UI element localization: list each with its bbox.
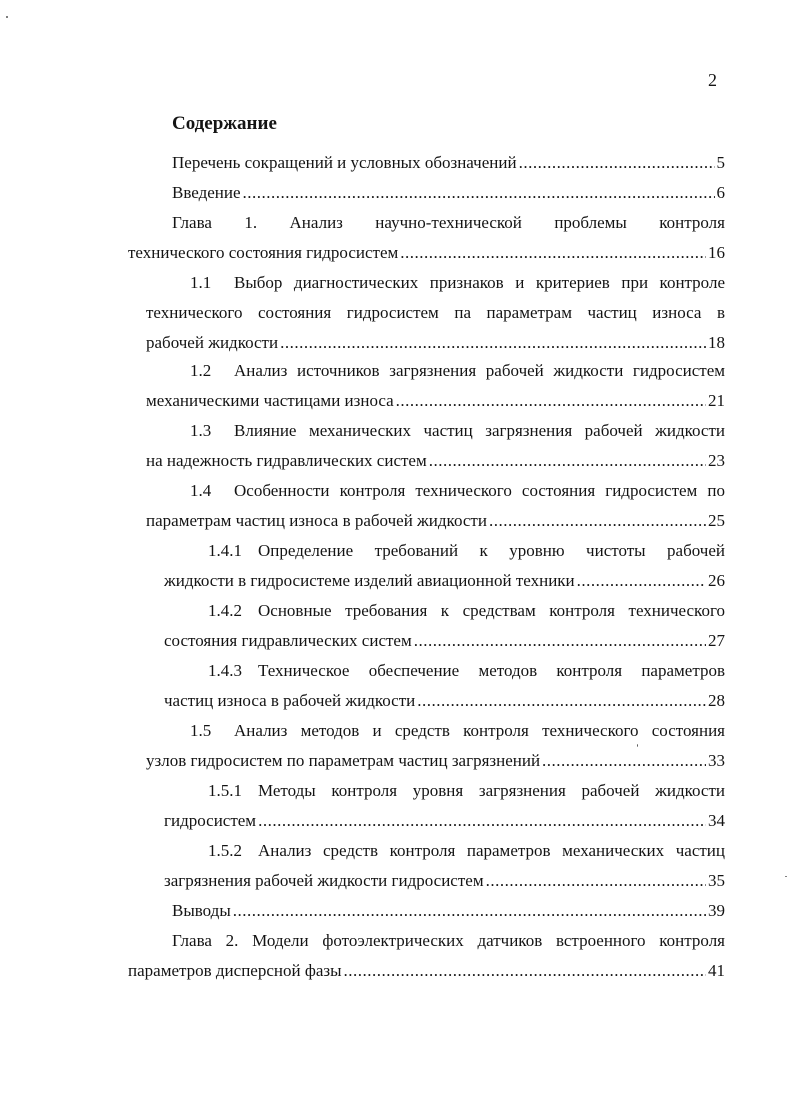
toc-entry-text: жидкости в гидросистеме изделий авиационной техники	[164, 571, 575, 590]
dot-leader	[486, 866, 706, 896]
toc-page-number: 26	[708, 571, 725, 590]
toc-entry-1-3	[146, 416, 725, 476]
toc-entry-text: Методы контроля уровня загрязнения рабочей жидкости	[258, 781, 725, 800]
toc-entry-chapter-2	[128, 926, 725, 986]
toc-entry-text: Перечень сокращений и условных обозначений	[172, 153, 517, 172]
toc-entry-text: Определение требований к уровню чистоты рабочей	[258, 541, 725, 560]
toc-entry-1-5-1	[164, 776, 725, 836]
section-number: 1.2	[190, 361, 212, 380]
toc-page-number: 33	[708, 751, 725, 770]
toc-entry-1-5-2	[164, 836, 725, 896]
dot-leader	[414, 626, 706, 656]
section-number: 1.5.1	[208, 781, 242, 800]
toc-entry-text: технического состояния гидросистем па параметрам частиц износа в	[146, 303, 725, 322]
toc-entry-text: Выводы	[172, 901, 231, 920]
section-number: 1.4.1	[208, 541, 242, 560]
scan-speck	[6, 16, 8, 18]
toc-entry-1-2	[146, 356, 725, 416]
section-number: 1.5	[190, 721, 212, 740]
section-number: 1.5.2	[208, 841, 242, 860]
toc-page-number: 5	[716, 153, 725, 172]
toc-entry-text: Особенности контроля технического состояния гидросистем по	[234, 481, 725, 500]
toc-entry-text: технического состояния гидросистем	[128, 243, 399, 262]
toc-entry-1-4-3	[164, 656, 725, 716]
dot-leader	[280, 328, 706, 358]
dot-leader	[400, 238, 706, 268]
toc-entry-1-4-2	[164, 596, 725, 656]
section-number: 1.4	[190, 481, 212, 500]
toc-entry-conclusions	[172, 896, 725, 926]
toc-entry-text: рабочей жидкости	[146, 333, 279, 352]
toc-entry-text: узлов гидросистем по параметрам частиц загрязнений	[146, 751, 541, 770]
toc-entry-1-4-1	[164, 536, 725, 596]
toc-entry-text: параметрам частиц износа в рабочей жидкости	[146, 511, 487, 530]
toc-entry-text: Анализ источников загрязнения рабочей жидкости гидросистем	[234, 361, 725, 380]
dot-leader	[429, 446, 706, 476]
toc-page-number: 34	[708, 811, 725, 830]
toc-entry-text: Глава 2. Модели фотоэлектрических датчиков встроенного контроля	[172, 931, 725, 950]
dot-leader	[489, 506, 706, 536]
toc-page-number: 18	[708, 333, 725, 352]
page-number: 2	[708, 70, 717, 90]
toc-page-number: 39	[708, 901, 725, 920]
dot-leader	[243, 178, 715, 208]
toc-page-number: 28	[708, 691, 725, 710]
toc-entry-text: Основные требования к средствам контроля технического	[258, 601, 725, 620]
toc-entry-text: гидросистем	[164, 811, 257, 830]
toc-entry-text: Анализ средств контроля параметров механических частиц	[258, 841, 725, 860]
section-number: 1.1	[190, 273, 212, 292]
scan-speck	[785, 876, 787, 877]
dot-leader	[233, 896, 706, 926]
section-number: 1.4.2	[208, 601, 242, 620]
toc-entry-1-4	[146, 476, 725, 536]
toc-page-number: 6	[716, 183, 725, 202]
toc-entry-text: параметров дисперсной фазы	[128, 961, 342, 980]
dot-leader	[258, 806, 706, 836]
dot-leader	[519, 148, 715, 178]
toc-entry-1-5	[146, 716, 725, 776]
toc-entry-chapter-1	[128, 208, 725, 268]
toc-entry-text: Техническое обеспечение методов контроля параметров	[258, 661, 725, 680]
scan-speck	[637, 744, 638, 747]
toc-page-number: 23	[708, 451, 725, 470]
toc-entry-abbreviations	[172, 148, 725, 178]
toc-entry-text: Влияние механических частиц загрязнения рабочей жидкости	[234, 421, 725, 440]
dot-leader	[542, 746, 706, 776]
dot-leader	[344, 956, 706, 986]
toc-entry-1-1	[146, 268, 725, 358]
toc-entry-introduction	[172, 178, 725, 208]
section-number: 1.3	[190, 421, 212, 440]
section-number: 1.4.3	[208, 661, 242, 680]
dot-leader	[577, 566, 706, 596]
toc-entry-text: Анализ методов и средств контроля технического состояния	[234, 721, 725, 740]
dot-leader	[417, 686, 706, 716]
toc-entry-text: Глава 1. Анализ научно-технической проблемы контроля	[172, 213, 725, 232]
toc-page-number: 21	[708, 391, 725, 410]
toc-page-number: 25	[708, 511, 725, 530]
contents-title: Содержание	[172, 113, 277, 134]
toc-entry-text: состояния гидравлических систем	[164, 631, 412, 650]
toc-page-number: 35	[708, 871, 725, 890]
toc-entry-text: Выбор диагностических признаков и критериев при контроле	[234, 273, 725, 292]
toc-entry-text: механическими частицами износа	[146, 391, 394, 410]
toc-page-number: 27	[708, 631, 725, 650]
toc-page-number: 41	[708, 961, 725, 980]
toc-entry-text: на надежность гидравлических систем	[146, 451, 427, 470]
dot-leader	[396, 386, 706, 416]
toc-entry-text: загрязнения рабочей жидкости гидросистем	[164, 871, 484, 890]
toc-entry-text: Введение	[172, 183, 241, 202]
toc-page-number: 16	[708, 243, 725, 262]
toc-entry-text: частиц износа в рабочей жидкости	[164, 691, 416, 710]
